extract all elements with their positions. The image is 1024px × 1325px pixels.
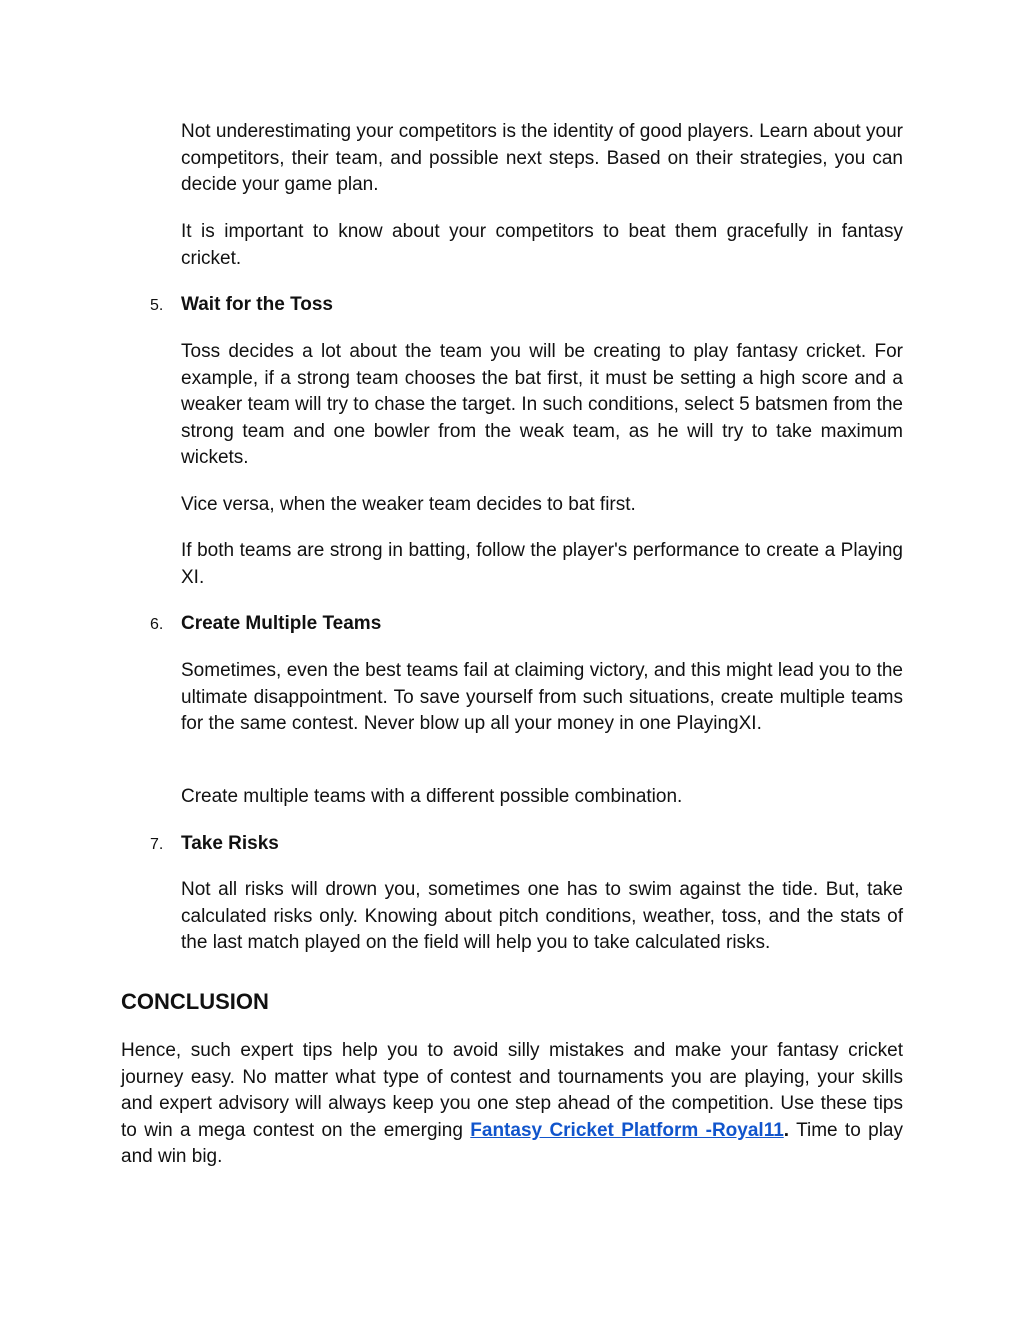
conclusion-text-before-link: Hence, such expert tips help you to avoid silly mistakes and make your fantasy cricket journey easy. No matter what type of contest and tournaments you are playing, your skills and expert advisory will always keep you one step ahead of the competition. Use these tips to win a mega contest on the emerging: [121, 1040, 903, 1141]
list-item-number: 5.: [150, 297, 164, 314]
conclusion-text: [121, 1038, 903, 1171]
conclusion-heading: CONCLUSION: [121, 989, 269, 1014]
list-item-title: Create Multiple Teams: [181, 613, 382, 634]
list-item-title: Take Risks: [181, 833, 279, 854]
royal11-platform-link[interactable]: Fantasy Cricket Platform -Royal11: [470, 1119, 784, 1141]
paragraph-text: Not underestimating your competitors is the identity of good players. Learn about your competitors, their team, and possible next steps. Based on their strategies, you can decide your game plan.: [181, 121, 903, 196]
toss-paragraph-1: [181, 339, 903, 472]
paragraph-text: Create multiple teams with a different possible combination.: [181, 786, 683, 807]
paragraph-text: Not all risks will drown you, sometimes one has to swim against the tide. But, take calculated risks only. Knowing about pitch conditions, weather, toss, and the stats of the last match played on the field will help you to take calculated risks.: [181, 879, 903, 954]
list-item-wait-for-toss: [150, 292, 333, 320]
paragraph-text: Sometimes, even the best teams fail at claiming victory, and this might lead you to the ultimate disappointment. To save yourself from such situations, create multiple teams for the same contest. Never blow up all your money in one PlayingXI.: [181, 660, 903, 735]
paragraph-text: It is important to know about your competitors to beat them gracefully in fantasy cricket.: [181, 221, 903, 269]
list-item-create-multiple-teams: [150, 611, 381, 639]
list-item-title: Wait for the Toss: [181, 294, 333, 315]
multiple-teams-paragraph-2: [181, 784, 903, 811]
conclusion-link-period: .: [783, 1119, 790, 1141]
paragraph-text: If both teams are strong in batting, follow the player's performance to create a Playing XI.: [181, 540, 903, 588]
take-risks-paragraph-1: [181, 877, 903, 957]
multiple-teams-paragraph-1: [181, 658, 903, 738]
competitors-paragraph-2: [181, 219, 903, 272]
conclusion-paragraph: [121, 1038, 903, 1171]
toss-paragraph-3: [181, 538, 903, 591]
list-item-number: 7.: [150, 836, 164, 853]
conclusion-text-after-link: Time to play and win big.: [121, 1119, 903, 1168]
competitors-paragraph-1: [181, 119, 903, 199]
toss-paragraph-2: [181, 492, 903, 519]
paragraph-text: Toss decides a lot about the team you will be creating to play fantasy cricket. For example, if a strong team chooses the bat first, it must be setting a high score and a weaker team will try to chase the target. In such conditions, select 5 batsmen from the strong team and one bowler from the weak team, as he will try to take maximum wickets.: [181, 341, 903, 469]
list-item-number: 6.: [150, 616, 164, 633]
paragraph-text: Vice versa, when the weaker team decides to bat first.: [181, 494, 636, 515]
list-item-take-risks: [150, 831, 279, 859]
